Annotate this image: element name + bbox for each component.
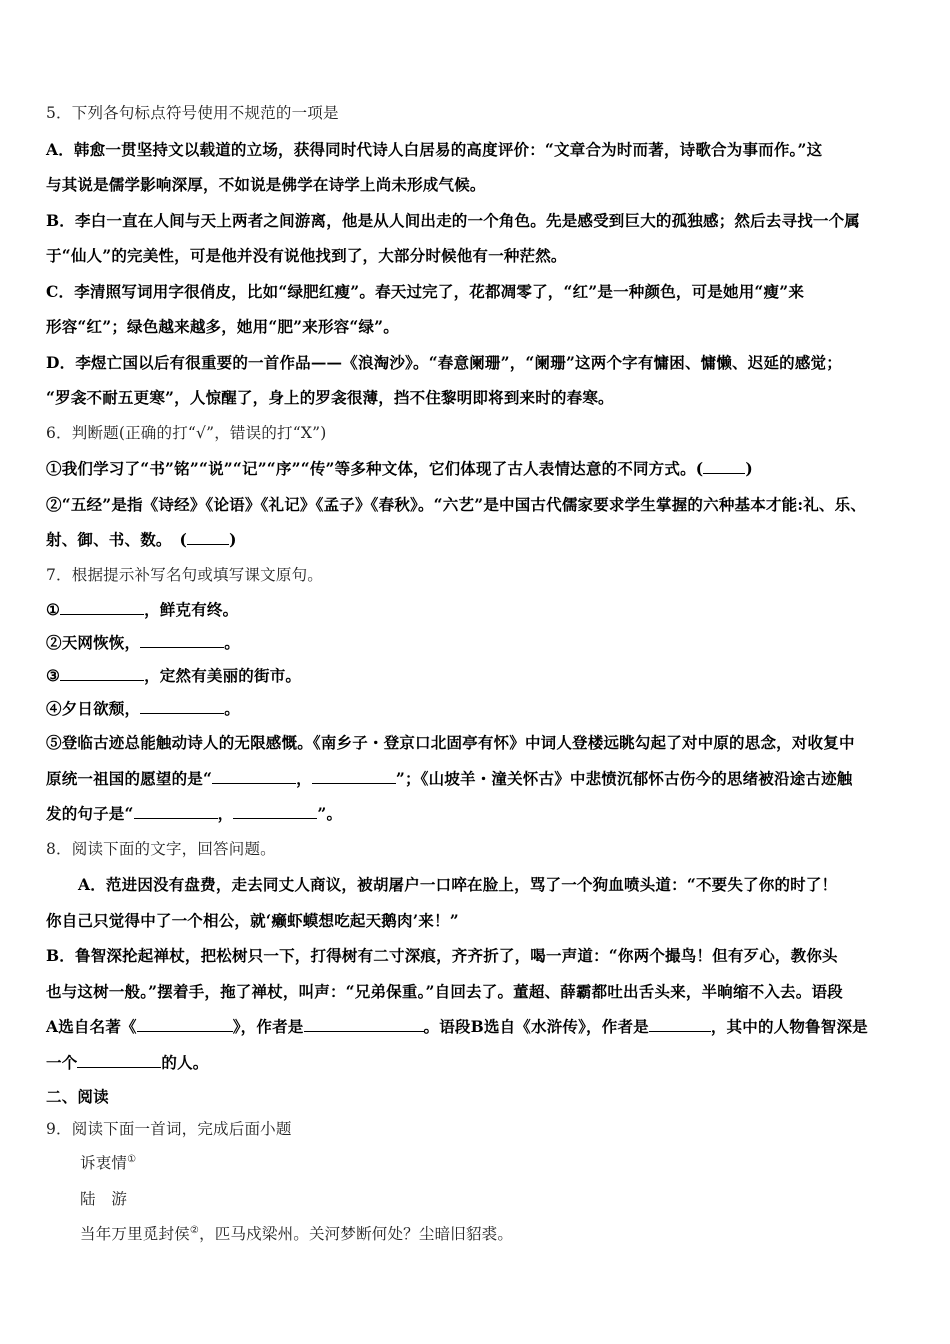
q6-item2-line2 [46,522,908,558]
q5-option-a-line1: A．韩愈一贯坚持文以载道的立场，获得同时代诗人白居易的高度评价：“文章合为时而著，诗歌合为事而作。”这 [46,139,823,159]
q8-passage-b-line1: B．鲁智深抡起禅杖，把松树只一下，打得树有二寸深痕，齐齐折了，喝一声道：“你两个撮鸟！但有歹心，教你头 [46,946,838,965]
q8-question-line1 [46,1009,908,1045]
q5-stem: 5．下列各句标点符号使用不规范的一项是 [46,104,339,122]
q7-item1-prefix: ① [46,600,61,619]
answer-blank[interactable] [649,1013,711,1032]
q7-item4 [46,692,908,725]
q6-item1-close: ) [745,459,753,478]
answer-blank[interactable] [60,596,144,615]
poem-line1 [46,1217,908,1253]
q7-item5-line2-prefix: 原统一祖国的愿望的是“ [46,768,213,788]
q7-item2-suffix: 。 [224,633,240,652]
q6-item2-close: ) [229,530,237,549]
answer-blank[interactable] [233,800,317,819]
q6-item1 [46,451,908,487]
answer-blank[interactable] [312,765,396,784]
q7-item3-prefix: ③ [46,666,61,685]
q9-stem: 9．阅读下面一首词，完成后面小题 [46,1120,292,1138]
q7-item5-line2-suffix: ”；《山坡羊・潼关怀古》中悲愤沉郁怀古伤今的思绪被沿途古迹触 [395,768,853,788]
q8-question-line2-prefix: 一个 [46,1052,78,1072]
q5-option-d-line1: D．李煜亡国以后有很重要的一首作品——《浪淘沙》。“春意阑珊”，“阑珊”这两个字有慵困、慵懒、迟延的感觉； [46,352,842,372]
q8-question-character: ，其中的人物鲁智深是 [710,1017,868,1036]
q8-question-line2 [46,1045,908,1081]
q7-item5-line3-comma: ， [217,804,234,823]
q6-item2-text: 射、御、书、数。 ( [46,530,188,549]
q6-item1-text: ①我们学习了“书”铭”“说”“记”“序”“传”等多种文体，它们体现了古人表情达意的不同方式。( [46,459,704,478]
q7-item3-suffix: ，定然有美丽的街市。 [144,666,302,685]
q8-passage-b-line2: 也与这树一般。”摆着手，拖了禅杖，叫声：“兄弟保重。”自回去了。董超、薛霸都吐出舌头来，半晌缩不入去。语段 [46,981,843,1001]
q8-stem: 8．阅读下面的文字，回答问题。 [46,839,276,858]
answer-blank[interactable] [212,765,296,784]
q5-option-b-line1: B．李白一直在人间与天上两者之间游离，他是从人间出走的一个角色。先是感受到巨大的孤独感；然后去寻找一个属 [46,210,861,230]
poem-author: 陆 游 [80,1189,128,1208]
q6-item2-line1: ②“五经”是指《诗经》《论语》《礼记》《孟子》《春秋》。“六艺”是中国古代儒家要求学生掌握的六种基本才能:礼、乐、 [46,494,867,514]
q8-question-source-b: 。语段B选自《水浒传》，作者是 [423,1017,649,1036]
answer-blank[interactable] [134,800,218,819]
footnote-marker: ② [189,1224,200,1236]
q7-item5-line3 [46,796,908,832]
q7-item3 [46,659,908,692]
q7-item1-suffix: ，鲜克有终。 [144,600,239,619]
q7-item4-suffix: 。 [224,699,240,718]
q5-option-c-line2: 形容“红”；绿色越来越多，她用“肥”来形容“绿”。 [46,317,399,336]
q8-passage-a-line1: A．范进因没有盘费，走去同丈人商议，被胡屠户一口啐在脸上，骂了一个狗血喷头道：“不要失了你的时了！ [78,875,838,894]
q8-passage-a-line2: 你自己只觉得中了一个相公，就‘癞虾蟆想吃起天鹅肉’来！” [46,910,459,930]
q8-question-prefix: A选自名著《 [46,1017,137,1036]
q5-option-a-line2: 与其说是儒学影响深厚，不如说是佛学在诗学上尚未形成气候。 [46,175,486,194]
q7-item5-line1: ⑤登临古迹总能触动诗人的无限感慨。《南乡子・登京口北固亭有怀》中词人登楼远眺勾起了对中原的思念，对收复中 [46,733,855,752]
q7-item5-line3-prefix: 发的句子是“ [46,804,134,823]
poem-title-text: 诉衷情 [80,1154,128,1172]
q7-item5-line3-suffix: ”。 [317,804,343,823]
answer-blank[interactable] [137,1013,233,1032]
q5-option-d-line2: “罗衾不耐五更寒”，人惊醒了，身上的罗衾很薄，挡不住黎明即将到来时的春寒。 [46,388,614,407]
poem-line1-end: ，匹马戍梁州。关河梦断何处？尘暗旧貂裘。 [199,1225,514,1243]
q7-stem: 7．根据提示补写名句或填写课文原句。 [46,565,323,584]
q8-question-author-a: 》，作者是 [232,1017,304,1036]
answer-blank[interactable] [703,455,745,474]
q7-item2 [46,626,908,659]
section-title: 二、阅读 [46,1087,109,1106]
q5-option-c-line1: C．李清照写词用字很俏皮，比如“绿肥红瘦”。春天过完了，花都凋零了，“红”是一种颜色，可是她用“瘦”来 [46,281,805,301]
q7-item1 [46,593,908,626]
answer-blank[interactable] [140,629,224,648]
q7-item5-line2 [46,761,908,797]
footnote-marker: ① [127,1153,137,1165]
q7-item4-prefix: ④夕日欲颓， [46,699,141,718]
q5-option-b-line2: 于“仙人”的完美性，可是他并没有说他找到了，大部分时候他有一种茫然。 [46,246,567,265]
poem-line1-start: 当年万里觅封侯 [80,1225,190,1243]
answer-blank[interactable] [140,695,224,714]
answer-blank[interactable] [60,662,144,681]
poem-title [46,1146,908,1182]
q7-item2-prefix: ②天网恢恢， [46,633,141,652]
answer-blank[interactable] [77,1049,161,1068]
q7-item5-line2-comma: ， [296,768,312,788]
q6-stem: 6．判断题(正确的打“√”，错误的打“X”) [46,423,327,442]
answer-blank[interactable] [187,526,229,545]
answer-blank[interactable] [304,1013,424,1032]
q8-question-line2-suffix: 的人。 [161,1052,209,1072]
document-page [46,96,908,1253]
